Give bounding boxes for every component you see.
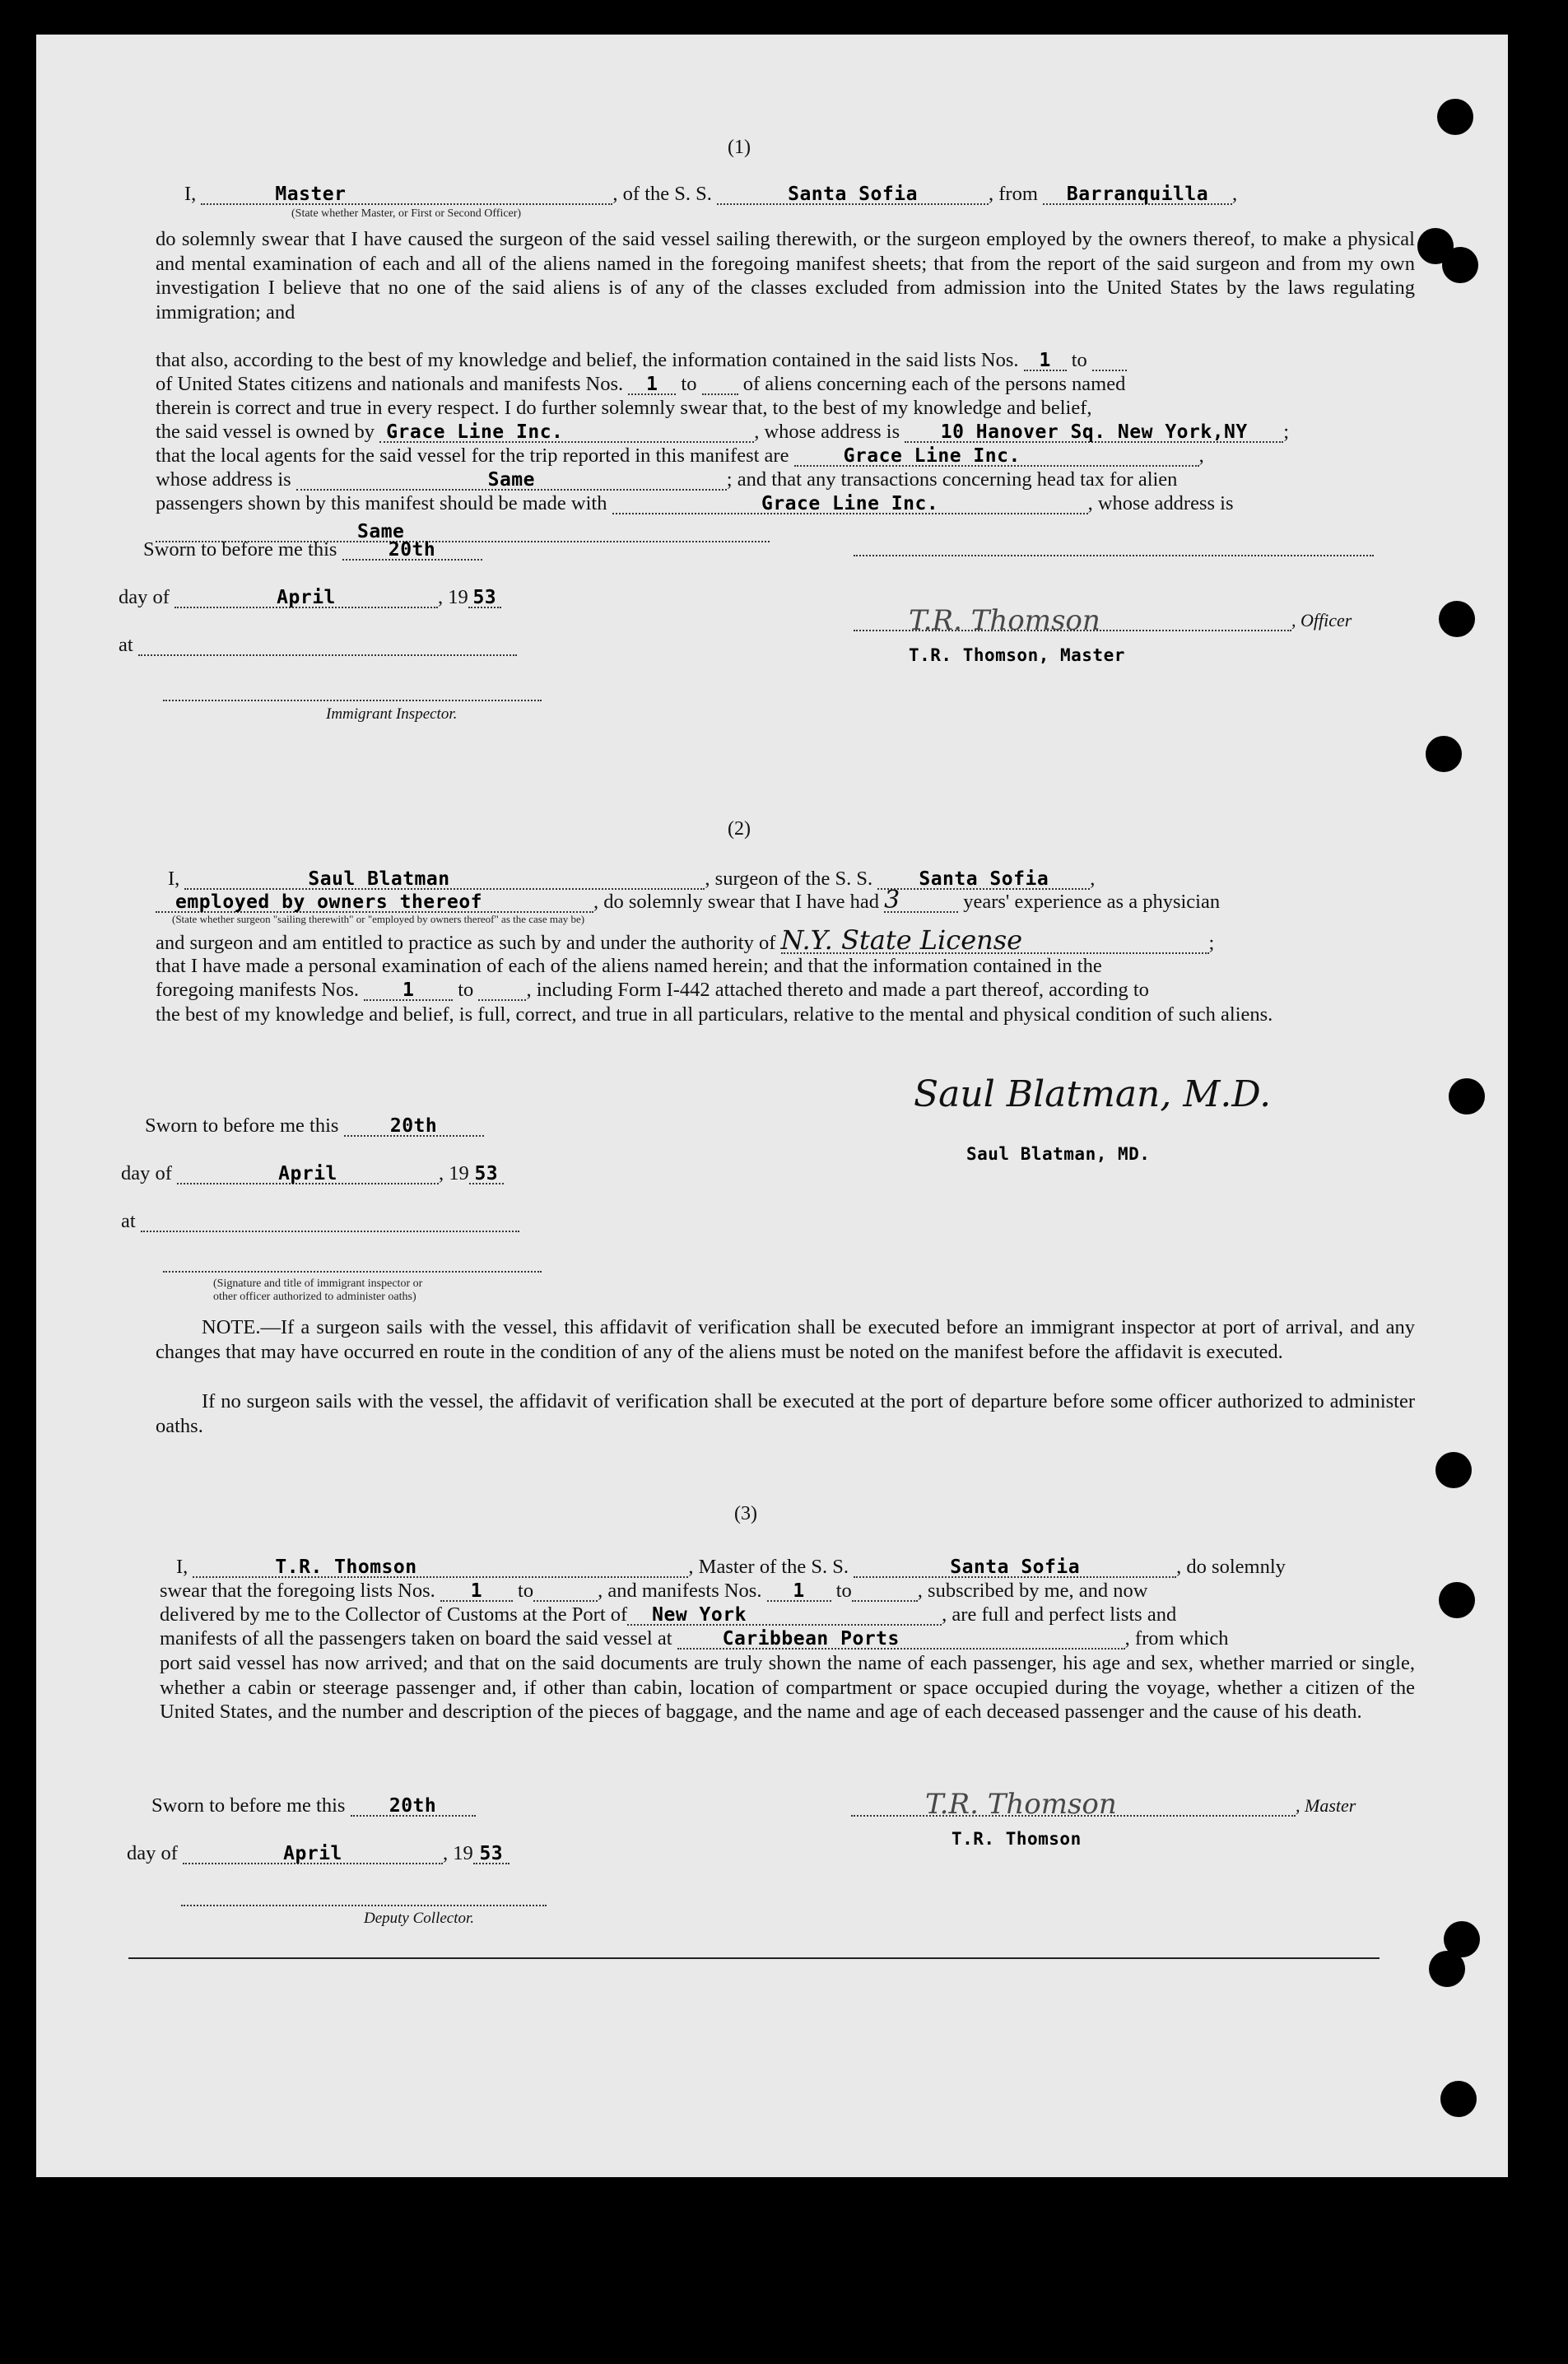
master-name-field: T.R. Thomson: [193, 1558, 688, 1578]
authority-value: N.Y. State License: [780, 924, 1023, 956]
inspector-caption: Immigrant Inspector.: [326, 705, 458, 723]
note-paragraph: [156, 1315, 1415, 1364]
rank-field: Master: [201, 185, 612, 205]
at-line: [121, 1210, 519, 1233]
at-field: [138, 636, 517, 656]
sworn-day-field: 20th: [342, 541, 482, 561]
port-field: New York: [627, 1606, 942, 1626]
agents-address-line: [156, 468, 1177, 491]
deputy-line: [181, 1905, 547, 1906]
punch-hole: [1437, 99, 1473, 135]
text: , whose address is: [754, 421, 900, 443]
manifests-to-field: [702, 375, 738, 395]
from-port-field: Barranquilla: [1043, 185, 1232, 205]
lists-to-field: [1092, 351, 1127, 371]
text: , are full and perfect lists and: [942, 1603, 1177, 1626]
document-page: [36, 35, 1508, 2177]
label-i: I,: [168, 868, 180, 890]
lists-line: [156, 349, 1127, 372]
text: Sworn to before me this: [143, 538, 337, 561]
text: Sworn to before me this: [145, 1115, 339, 1137]
oath-text: do solemnly swear that I have caused the surgeon of the said vessel sailing therewith, or the surgeon employed by the owners thereof, to make a physical and mental examination of each and all of the aliens named in the foregoing manifest sheets; that from the report of the said surgeon and from my own investigation I believe that no one of the said aliens is of any of the classes excluded from admission into the United States by the laws regulating immigration; and: [156, 228, 1415, 323]
comma: ,: [1232, 183, 1238, 205]
master-vessel-field: Santa Sofia: [854, 1558, 1176, 1578]
nos-field: 1: [364, 981, 453, 1001]
date-line: [119, 586, 501, 609]
punch-hole: [1440, 2081, 1477, 2117]
date-line: [127, 1842, 509, 1865]
belief-paragraph: the best of my knowledge and belief, is full, correct, and true in all particulars, relative to the mental and physical condition of such aliens.: [156, 1003, 1273, 1026]
text: ; and that any transactions concerning head tax for alien: [726, 468, 1178, 491]
lists-to-field: [533, 1582, 598, 1602]
month-field: April: [174, 589, 438, 608]
text: that the local agents for the said vessel for the trip reported in this manifest are: [156, 444, 789, 467]
year-field: 53: [473, 1845, 509, 1864]
surgeon-vessel-field: Santa Sofia: [877, 870, 1090, 890]
master-signer-name: T.R. Thomson: [952, 1829, 1082, 1849]
text: , including Form I-442 attached thereto and made a part thereof, according to: [526, 979, 1149, 1001]
officer-label: , Officer: [1291, 610, 1352, 631]
text: , do solemnly swear that I have had: [593, 891, 879, 913]
text: , 19: [443, 1842, 473, 1864]
owner-line: [156, 421, 1289, 444]
lists-no-field: 1: [440, 1582, 513, 1602]
text: , do solemnly: [1176, 1556, 1286, 1578]
inspector-caption: other officer authorized to administer oaths): [213, 1291, 416, 1303]
note2-paragraph: If no surgeon sails with the vessel, the affidavit of verification shall be executed at the port of departure before some officer authorized to administer oaths.: [156, 1390, 1415, 1437]
at-field: [141, 1212, 519, 1232]
punch-hole: [1435, 1452, 1472, 1488]
month-field: April: [177, 1165, 439, 1184]
officer-signer-name: T.R. Thomson, Master: [909, 645, 1125, 665]
sworn-day-field: 20th: [351, 1797, 476, 1817]
signature-line: [854, 555, 1374, 556]
status-caption: (State whether surgeon "sailing therewith" or "employed by owners thereof" as the case may be): [172, 913, 585, 925]
text: at: [121, 1210, 136, 1232]
year-field: 53: [468, 589, 501, 608]
label-to: to: [458, 979, 474, 1001]
at-line: [119, 634, 517, 657]
note-text: —If a surgeon sails with the vessel, this affidavit of verification shall be executed before an immigrant inspector at port of arrival, and any changes that may have occurred en route in the condition of any of the aliens must be noted on the manifest before the affidavit is executed.: [156, 1316, 1415, 1363]
agents-address-field: Same: [296, 471, 727, 491]
punch-hole: [1449, 1078, 1485, 1115]
agents-field: Grace Line Inc.: [794, 447, 1199, 467]
text: , 19: [438, 586, 468, 608]
section-number: (1): [728, 137, 751, 158]
date-line: [121, 1162, 504, 1185]
label-from: , from: [989, 183, 1038, 205]
note-label: NOTE.: [202, 1316, 261, 1338]
sworn-line: [145, 1115, 484, 1138]
master-line: [176, 1556, 1286, 1579]
punch-hole: [1426, 736, 1462, 772]
examination-line: that I have made a personal examination of each of the aliens named herein; and that the information contained in the: [156, 955, 1102, 977]
label-i: I,: [176, 1556, 188, 1578]
punch-hole: [1429, 1951, 1465, 1987]
text: day of: [127, 1842, 178, 1864]
text: day of: [121, 1162, 172, 1184]
master-label: , Master: [1296, 1795, 1356, 1816]
text: , and manifests Nos.: [598, 1580, 762, 1602]
year-field: 53: [469, 1165, 504, 1184]
port-line: [160, 1603, 1176, 1626]
text: that also, according to the best of my knowledge and belief, the information contained in the said lists Nos.: [156, 349, 1019, 371]
authority-field: [780, 924, 1209, 956]
label-to: to: [681, 373, 697, 395]
head-tax-address-field: Same: [156, 523, 770, 542]
text: swear that the foregoing lists Nos.: [160, 1580, 435, 1602]
text: , from which: [1124, 1627, 1229, 1650]
status-line: [156, 886, 1221, 914]
status-field: employed by owners thereof: [156, 893, 593, 913]
text: of aliens concerning each of the persons named: [742, 373, 1126, 395]
ports-from-line: [160, 1627, 1229, 1650]
text: , Master of the S. S.: [688, 1556, 849, 1578]
officer-signature: T.R. Thomson: [909, 604, 1100, 637]
text: the said vessel is owned by: [156, 421, 375, 443]
text: whose address is: [156, 468, 291, 491]
inspector-line: [163, 1271, 542, 1273]
text: of United States citizens and nationals and manifests Nos.: [156, 373, 624, 395]
lists-no-field: 1: [1024, 351, 1067, 371]
master-signature: T.R. Thomson: [925, 1788, 1117, 1821]
text: and surgeon and am entitled to practice as such by and under the authority of: [156, 932, 776, 954]
label-of-ss: , of the S. S.: [612, 183, 712, 205]
surgeon-signer-name: Saul Blatman, MD.: [966, 1144, 1151, 1164]
sworn-line: [143, 538, 482, 561]
nos-to-field: [478, 981, 526, 1001]
punch-hole: [1439, 1582, 1475, 1618]
vessel-field: Santa Sofia: [717, 185, 989, 205]
text: day of: [119, 586, 170, 608]
surgeon-signature: Saul Blatman, M.D.: [914, 1073, 1272, 1115]
deputy-caption: Deputy Collector.: [364, 1910, 475, 1927]
text: delivered by me to the Collector of Customs at the Port of: [160, 1603, 628, 1626]
owner-address-field: 10 Hanover Sq. New York,NY: [905, 423, 1283, 443]
agents-line: [156, 444, 1204, 468]
manifests-no-field: 1: [628, 375, 676, 395]
sworn-line: [151, 1794, 476, 1817]
inspector-line: [163, 700, 542, 701]
head-tax-field: Grace Line Inc.: [612, 495, 1088, 514]
text: at: [119, 634, 133, 656]
text: passengers shown by this manifest should be made with: [156, 492, 607, 514]
bottom-rule: [128, 1957, 1380, 1959]
lists-line: [160, 1580, 1147, 1603]
manifests-line: [156, 373, 1125, 396]
month-field: April: [183, 1845, 443, 1864]
manifests-no-field: 1: [767, 1582, 831, 1602]
surgeon-name-field: Saul Blatman: [184, 870, 705, 890]
inspector-caption: (Signature and title of immigrant inspector or: [213, 1277, 423, 1290]
rank-line: [184, 183, 1237, 206]
punch-hole: [1439, 601, 1475, 637]
section1-paragraph: [156, 227, 1415, 324]
text: , subscribed by me, and now: [917, 1580, 1148, 1602]
section-number: (3): [734, 1503, 757, 1524]
text: , whose address is: [1087, 492, 1234, 514]
semicolon: ;: [1283, 421, 1290, 443]
sworn-day-field: 20th: [344, 1117, 484, 1137]
text: foregoing manifests Nos.: [156, 979, 359, 1001]
ports-from-field: Caribbean Ports: [677, 1630, 1125, 1650]
label-to: to: [518, 1580, 534, 1602]
nos-line: [156, 979, 1149, 1002]
comma: ,: [1090, 868, 1096, 890]
label-to: to: [835, 1580, 852, 1602]
punch-hole: [1442, 247, 1478, 283]
years-value: 3: [884, 886, 900, 914]
therein-line: therein is correct and true in every respect. I do further solemnly swear that, to the best of my knowledge and belief,: [156, 397, 1092, 419]
text: years' experience as a physician: [963, 891, 1221, 913]
manifests-to-field: [852, 1582, 918, 1602]
text: manifests of all the passengers taken on board the said vessel at: [160, 1627, 672, 1650]
years-field: [884, 886, 958, 914]
section-number: (2): [728, 818, 751, 840]
text: Sworn to before me this: [151, 1794, 346, 1817]
text: , surgeon of the S. S.: [705, 868, 873, 890]
surgeon-line: [168, 868, 1095, 891]
text: , 19: [439, 1162, 469, 1184]
semicolon: ;: [1208, 932, 1215, 954]
authority-line: [156, 924, 1215, 956]
comma: ,: [1198, 444, 1204, 467]
section3-paragraph: port said vessel has now arrived; and that on the said documents are truly shown the name of each passenger, his age and sex, whether married or single, whether a cabin or steerage passenger and, if other than cabin, location of compartment or space occupied during the voyage, whether a citizen of the United States, and the number and description of the pieces of baggage, and the name and age of each deceased passenger and the cause of his death.: [160, 1652, 1415, 1723]
label-to: to: [1071, 349, 1087, 371]
label-i: I,: [184, 183, 197, 205]
head-tax-line: [156, 492, 1234, 515]
owner-field: Grace Line Inc.: [379, 423, 754, 443]
rank-caption: (State whether Master, or First or Second Officer): [291, 207, 522, 220]
